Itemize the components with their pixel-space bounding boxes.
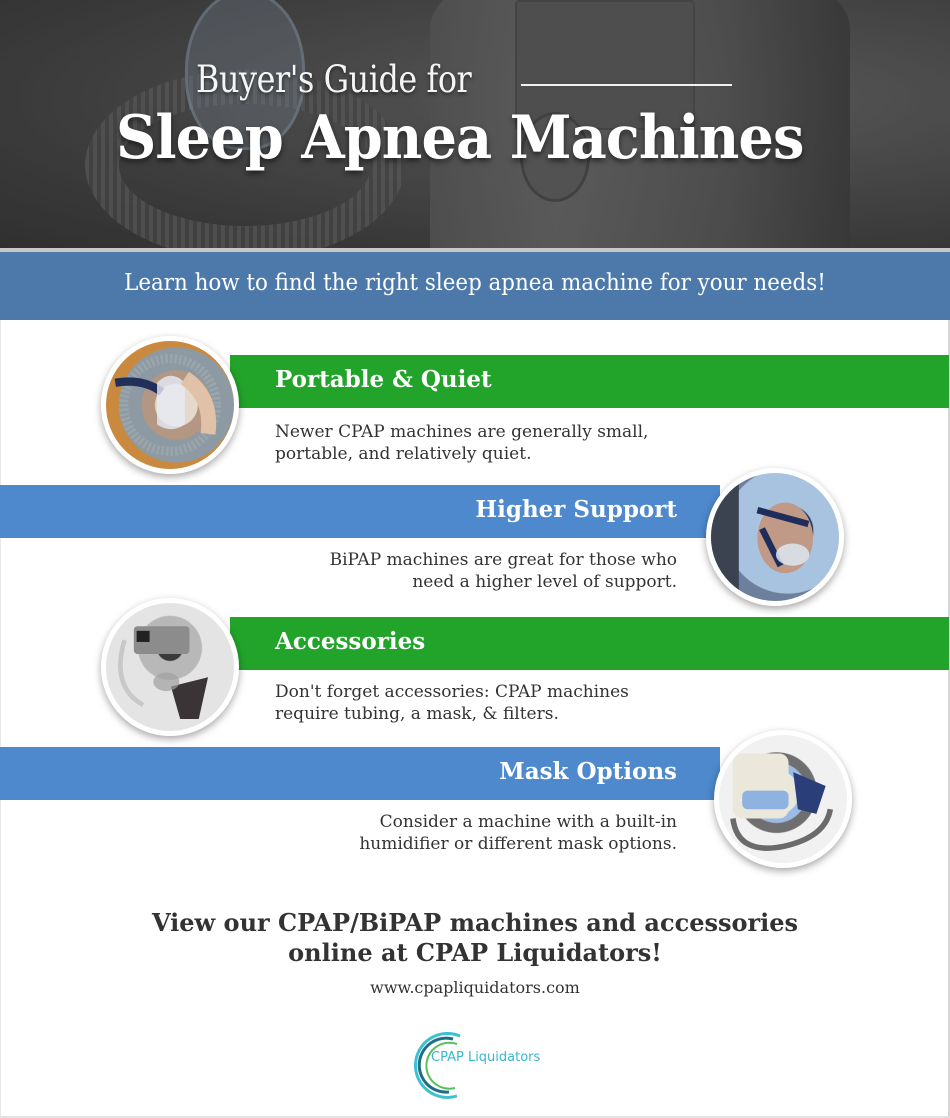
section-portable-quiet-description [275,421,648,465]
section-title: Mask Options [499,758,677,785]
mask-photo-icon [106,341,234,469]
cpap-liquidators-logo[interactable] [405,1030,555,1100]
section-higher-support-description [330,549,677,593]
cta-line-1: View our CPAP/BiPAP machines and accessories [151,908,799,937]
cta-line-2: online at CPAP Liquidators! [288,938,662,967]
accessories-photo-icon [106,603,234,731]
description-line: require tubing, a mask, & filters. [275,704,559,724]
intro-banner [0,252,950,320]
description-line: BiPAP machines are great for those who [329,550,677,570]
logo-rings-icon [405,1030,485,1100]
description-line: humidifier or different mask options. [359,834,677,854]
section-title: Higher Support [475,496,677,523]
hero-divider-line [521,84,732,86]
cpap-machine-with-accessories-photo [101,598,239,736]
logo-text: CPAP Liquidators [431,1050,541,1065]
section-portable-quiet-bar [230,355,949,408]
description-line: portable, and relatively quiet. [275,444,532,464]
description-line: Don't forget accessories: CPAP machines [275,682,629,702]
section-accessories-description [275,681,629,725]
section-accessories-bar [230,617,949,670]
section-title: Accessories [275,628,426,655]
section-mask-options-bar [0,747,720,800]
sleeping-man-photo-icon [711,473,839,601]
description-line: Newer CPAP machines are generally small, [275,422,649,442]
website-url-link[interactable]: www.cpapliquidators.com [370,978,580,997]
humidifier-photo-icon [719,735,847,863]
hero-title: Sleep Apnea Machines [116,103,804,173]
call-to-action [0,908,950,968]
section-mask-options-description [359,811,677,855]
hero-subtitle: Buyer's Guide for [196,58,472,101]
hero-header [0,0,950,248]
description-line: need a higher level of support. [412,572,677,592]
humidifier-machine-with-mask-photo [714,730,852,868]
sleeping-man-with-mask-photo [706,468,844,606]
cpap-mask-and-tubing-photo [101,336,239,474]
intro-banner-text: Learn how to find the right sleep apnea machine for your needs! [124,270,826,296]
section-higher-support-bar [0,485,720,538]
description-line: Consider a machine with a built-in [379,812,677,832]
section-title: Portable & Quiet [275,366,492,393]
